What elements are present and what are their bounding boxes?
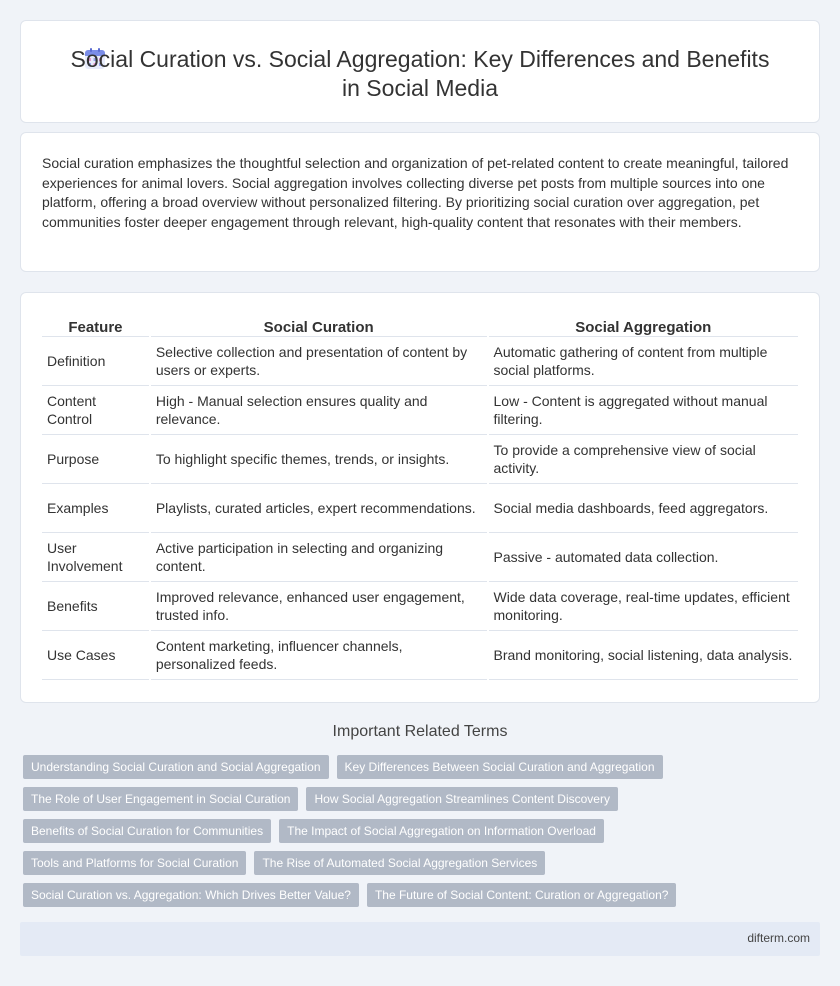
page-title: Social Curation vs. Social Aggregation: Key Differences and Benefits in Social Media — [70, 46, 770, 101]
curation-cell: Content marketing, influencer channels, personalized feeds. — [151, 631, 487, 680]
related-term-link[interactable]: Social Curation vs. Aggregation: Which Drives Better Value? — [23, 883, 359, 907]
related-term-link[interactable]: The Role of User Engagement in Social Curation — [23, 787, 298, 811]
table-row — [42, 631, 798, 680]
footer — [20, 922, 820, 956]
related-term-link[interactable]: Benefits of Social Curation for Communities — [23, 819, 271, 843]
related-term-link[interactable]: The Impact of Social Aggregation on Information Overload — [279, 819, 604, 843]
curation-cell: High - Manual selection ensures quality and relevance. — [151, 386, 487, 435]
aggregation-cell: To provide a comprehensive view of social activity. — [489, 435, 798, 484]
table-row — [42, 533, 798, 582]
table-row — [42, 435, 798, 484]
feature-cell: Purpose — [42, 435, 149, 484]
table-row — [42, 337, 798, 386]
comparison-card — [20, 292, 820, 703]
aggregation-cell: Passive - automated data collection. — [489, 533, 798, 582]
related-term-link[interactable]: The Future of Social Content: Curation or Aggregation? — [367, 883, 677, 907]
header-feature: Feature — [42, 312, 149, 337]
curation-cell: Active participation in selecting and organizing content. — [151, 533, 487, 582]
feature-cell: Examples — [42, 484, 149, 533]
table-row — [42, 484, 798, 533]
related-term-link[interactable]: Key Differences Between Social Curation and Aggregation — [337, 755, 663, 779]
related-term-link[interactable]: Tools and Platforms for Social Curation — [23, 851, 246, 875]
curation-cell: Playlists, curated articles, expert recommendations. — [151, 484, 487, 533]
aggregation-cell: Social media dashboards, feed aggregators. — [489, 484, 798, 533]
feature-cell: Definition — [42, 337, 149, 386]
curation-cell: To highlight specific themes, trends, or insights. — [151, 435, 487, 484]
table-row — [42, 386, 798, 435]
tag-row — [23, 883, 803, 907]
aggregation-cell: Brand monitoring, social listening, data analysis. — [489, 631, 798, 680]
feature-cell: User Involvement — [42, 533, 149, 582]
header-social-aggregation: Social Aggregation — [489, 312, 798, 337]
title-card — [20, 20, 820, 123]
table-header-row — [42, 312, 798, 337]
aggregation-cell: Automatic gathering of content from multiple social platforms. — [489, 337, 798, 386]
related-term-link[interactable]: The Rise of Automated Social Aggregation Services — [254, 851, 545, 875]
footer-site-link[interactable]: difterm.com — [747, 931, 810, 945]
intro-paragraph: Social curation emphasizes the thoughtful selection and organization of pet-related content to create meaningful, tailored experiences for animal lovers. Social aggregation involves collecting diverse pet posts from multiple sources into one platform, offering a broad overview without personalized filtering. By prioritizing social curation over aggregation, pet communities foster deeper engagement through relevant, high-quality content that resonates with their members. — [42, 155, 789, 230]
tag-row — [23, 755, 803, 779]
tag-row — [23, 851, 803, 875]
tag-row — [23, 787, 803, 811]
aggregation-cell: Low - Content is aggregated without manual filtering. — [489, 386, 798, 435]
curation-cell: Improved relevance, enhanced user engagement, trusted info. — [151, 582, 487, 631]
curation-cell: Selective collection and presentation of content by users or experts. — [151, 337, 487, 386]
tag-row — [23, 819, 803, 843]
feature-cell: Content Control — [42, 386, 149, 435]
feature-cell: Use Cases — [42, 631, 149, 680]
related-terms-heading: Important Related Terms — [332, 723, 508, 740]
aggregation-cell: Wide data coverage, real-time updates, efficient monitoring. — [489, 582, 798, 631]
related-term-link[interactable]: Understanding Social Curation and Social Aggregation — [23, 755, 329, 779]
comparison-table — [40, 312, 800, 680]
header-social-curation: Social Curation — [151, 312, 487, 337]
feature-cell: Benefits — [42, 582, 149, 631]
related-terms-list — [23, 755, 803, 915]
intro-card — [20, 132, 820, 272]
table-row — [42, 582, 798, 631]
related-term-link[interactable]: How Social Aggregation Streamlines Content Discovery — [306, 787, 617, 811]
